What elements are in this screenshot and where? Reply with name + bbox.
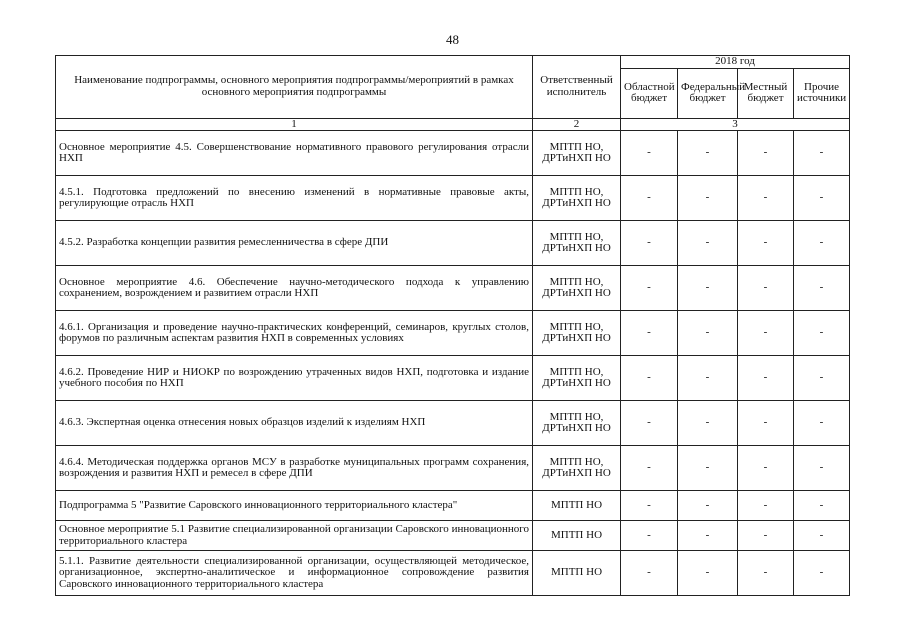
row-name: 4.6.3. Экспертная оценка отнесения новых образцов изделий к изделиям НХП bbox=[56, 401, 533, 446]
row-responsible: МПТП НО bbox=[533, 491, 621, 521]
row-responsible: МПТП НО, ДРТиНХП НО bbox=[533, 131, 621, 176]
row-value: - bbox=[621, 446, 678, 491]
table-row bbox=[56, 491, 850, 521]
row-name: 5.1.1. Развитие деятельности специализированной организации, осуществляющей методическое, организационное, экспертно-аналитическое и информационное сопровождение развития Саровского инновационного территориального кластера bbox=[56, 551, 533, 596]
row-value: - bbox=[738, 311, 794, 356]
row-value: - bbox=[678, 221, 738, 266]
row-value: - bbox=[794, 131, 850, 176]
row-name: 4.5.1. Подготовка предложений по внесению изменений в нормативные правовые акты, регулирующие отрасль НХП bbox=[56, 176, 533, 221]
row-value: - bbox=[738, 446, 794, 491]
row-value: - bbox=[678, 446, 738, 491]
header-index-2: 2 bbox=[533, 118, 621, 131]
row-responsible: МПТП НО, ДРТиНХП НО bbox=[533, 311, 621, 356]
row-value: - bbox=[738, 131, 794, 176]
program-table bbox=[55, 55, 850, 596]
row-value: - bbox=[794, 176, 850, 221]
table-row bbox=[56, 131, 850, 176]
row-value: - bbox=[621, 221, 678, 266]
row-value: - bbox=[794, 401, 850, 446]
row-name: 4.6.1. Организация и проведение научно-практических конференций, семинаров, круглых столов, форумов по различным аспектам развития НХП в современных условиях bbox=[56, 311, 533, 356]
row-value: - bbox=[738, 521, 794, 551]
row-value: - bbox=[794, 356, 850, 401]
row-name: Основное мероприятие 4.6. Обеспечение научно-методического подхода к управлению сохранением, возрождением и развитием отрасли НХП bbox=[56, 266, 533, 311]
row-value: - bbox=[738, 221, 794, 266]
row-responsible: МПТП НО, ДРТиНХП НО bbox=[533, 356, 621, 401]
row-name: 4.6.4. Методическая поддержка органов МСУ в разработке муниципальных программ сохранения, возрождения и развития НХП и ремесел в сфере ДПИ bbox=[56, 446, 533, 491]
row-value: - bbox=[678, 131, 738, 176]
row-value: - bbox=[678, 176, 738, 221]
table-row bbox=[56, 176, 850, 221]
row-value: - bbox=[621, 266, 678, 311]
row-value: - bbox=[794, 521, 850, 551]
header-other-sources: Прочие источники bbox=[794, 68, 850, 118]
row-name: 4.6.2. Проведение НИР и НИОКР по возрождению утраченных видов НХП, подготовка и издание учебного пособия по НХП bbox=[56, 356, 533, 401]
header-year: 2018 год bbox=[621, 56, 850, 69]
header-local-budget: Местный бюджет bbox=[738, 68, 794, 118]
row-responsible: МПТП НО, ДРТиНХП НО bbox=[533, 176, 621, 221]
row-name: Подпрограмма 5 "Развитие Саровского инновационного территориального кластера" bbox=[56, 491, 533, 521]
header-federal-budget: Федеральный бюджет bbox=[678, 68, 738, 118]
row-responsible: МПТП НО bbox=[533, 521, 621, 551]
row-value: - bbox=[794, 311, 850, 356]
row-value: - bbox=[678, 521, 738, 551]
table-row bbox=[56, 401, 850, 446]
table-row bbox=[56, 446, 850, 491]
row-name: Основное мероприятие 5.1 Развитие специализированной организации Саровского инновационного территориального кластера bbox=[56, 521, 533, 551]
row-value: - bbox=[794, 221, 850, 266]
row-value: - bbox=[678, 401, 738, 446]
row-name: 4.5.2. Разработка концепции развития ремесленничества в сфере ДПИ bbox=[56, 221, 533, 266]
row-responsible: МПТП НО, ДРТиНХП НО bbox=[533, 401, 621, 446]
row-value: - bbox=[794, 491, 850, 521]
row-value: - bbox=[794, 446, 850, 491]
table-row bbox=[56, 551, 850, 596]
row-value: - bbox=[678, 311, 738, 356]
row-value: - bbox=[621, 176, 678, 221]
header-regional-budget: Областной бюджет bbox=[621, 68, 678, 118]
row-value: - bbox=[678, 356, 738, 401]
row-responsible: МПТП НО, ДРТиНХП НО bbox=[533, 446, 621, 491]
row-value: - bbox=[738, 491, 794, 521]
row-value: - bbox=[738, 401, 794, 446]
row-value: - bbox=[621, 551, 678, 596]
table-row bbox=[56, 356, 850, 401]
row-value: - bbox=[738, 266, 794, 311]
row-value: - bbox=[621, 521, 678, 551]
table-row bbox=[56, 221, 850, 266]
row-responsible: МПТП НО, ДРТиНХП НО bbox=[533, 221, 621, 266]
header-index-3: 3 bbox=[621, 118, 850, 131]
row-name: Основное мероприятие 4.5. Совершенствование нормативного правового регулирования отрасли НХП bbox=[56, 131, 533, 176]
row-value: - bbox=[738, 176, 794, 221]
row-value: - bbox=[794, 266, 850, 311]
row-value: - bbox=[621, 356, 678, 401]
row-value: - bbox=[738, 551, 794, 596]
row-value: - bbox=[678, 266, 738, 311]
header-name: Наименование подпрограммы, основного мероприятия подпрограммы/мероприятий в рамках основного мероприятия подпрограммы bbox=[56, 56, 533, 119]
row-responsible: МПТП НО, ДРТиНХП НО bbox=[533, 266, 621, 311]
table-row bbox=[56, 266, 850, 311]
row-value: - bbox=[678, 491, 738, 521]
table-row bbox=[56, 521, 850, 551]
row-responsible: МПТП НО bbox=[533, 551, 621, 596]
row-value: - bbox=[621, 131, 678, 176]
header-index-1: 1 bbox=[56, 118, 533, 131]
header-responsible: Ответственный исполнитель bbox=[533, 56, 621, 119]
row-value: - bbox=[621, 401, 678, 446]
row-value: - bbox=[678, 551, 738, 596]
row-value: - bbox=[738, 356, 794, 401]
row-value: - bbox=[794, 551, 850, 596]
row-value: - bbox=[621, 311, 678, 356]
page-number: 48 bbox=[446, 32, 459, 47]
row-value: - bbox=[621, 491, 678, 521]
table-row bbox=[56, 311, 850, 356]
